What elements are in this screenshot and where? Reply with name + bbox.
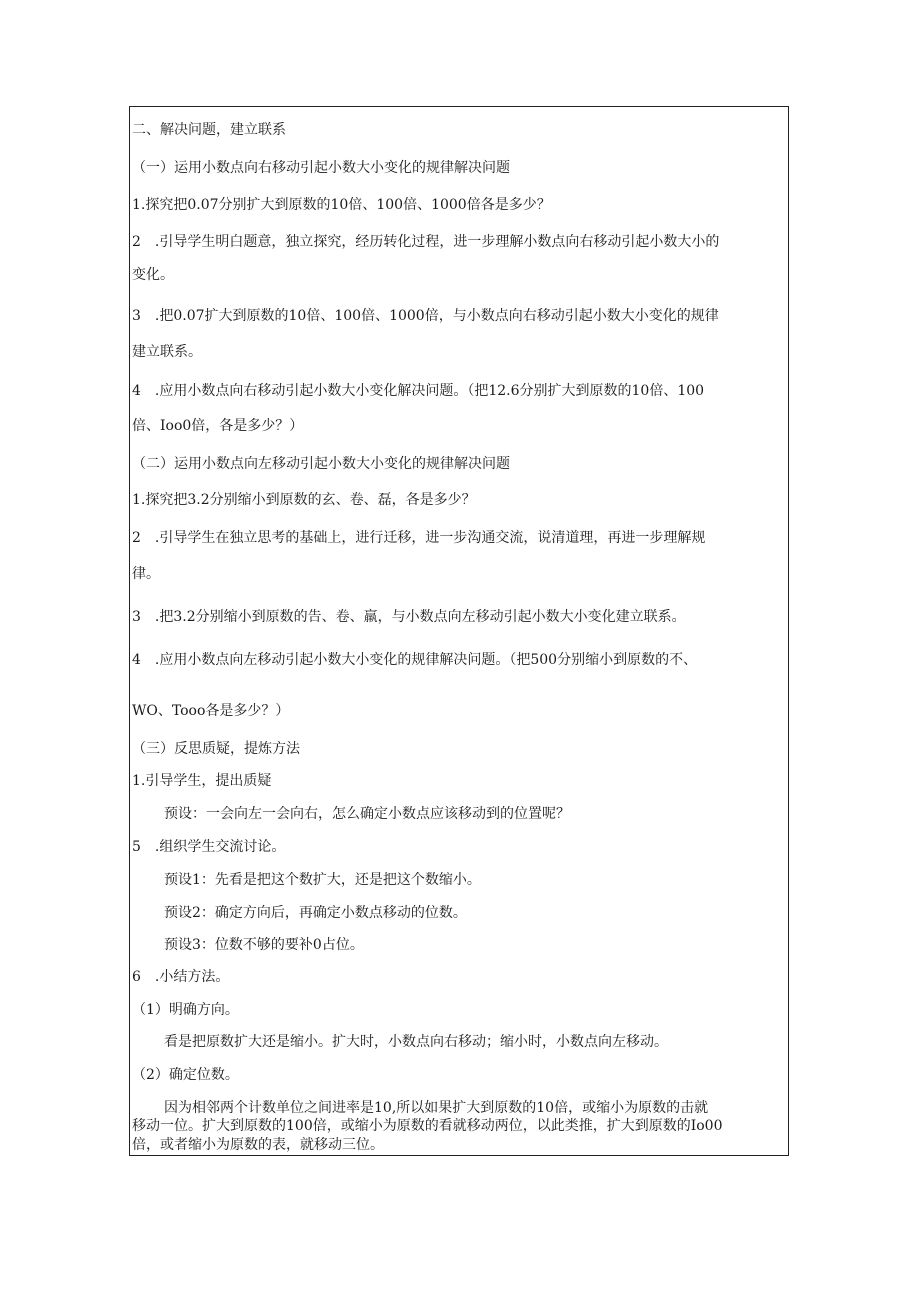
text-line: 建立联系。 <box>132 344 202 360</box>
text-line: 6 .小结方法。 <box>132 969 230 985</box>
subsection-heading: （一）运用小数点向右移动引起小数大小变化的规律解决问题 <box>132 160 510 176</box>
content-table-cell <box>129 106 789 1156</box>
text-line: 5 .组织学生交流讨论。 <box>132 839 286 855</box>
text-line: 1.探究把0.07分别扩大到原数的10倍、100倍、1000倍各是多少？ <box>132 197 551 213</box>
text-line: 律。 <box>132 566 160 582</box>
text-line: 4 .应用小数点向左移动引起小数大小变化的规律解决问题。（把500分别缩小到原数的不、 <box>132 652 698 668</box>
text-line: 2 .引导学生在独立思考的基础上，进行迁移，进一步沟通交流，说清道理，再进一步理解规 <box>132 530 706 546</box>
subsection-heading: （二）运用小数点向左移动引起小数大小变化的规律解决问题 <box>132 456 510 472</box>
text-line: WO、Tooo各是多少？） <box>132 703 290 719</box>
text-line: 看是把原数扩大还是缩小。扩大时，小数点向右移动；缩小时，小数点向左移动。 <box>164 1034 668 1050</box>
text-line: 预设：一会向左一会向右，怎么确定小数点应该移动到的位置呢？ <box>164 806 570 822</box>
section-heading: 二、解决问题，建立联系 <box>132 122 286 138</box>
text-line: 因为相邻两个计数单位之间进率是10,所以如果扩大到原数的10倍，或缩小为原数的击就 <box>164 1100 709 1116</box>
text-line: 倍、Ioo0倍，各是多少？） <box>132 418 304 434</box>
text-line: 预设2：确定方向后，再确定小数点移动的位数。 <box>164 905 467 921</box>
text-line: 移动一位。扩大到原数的100倍，或缩小为原数的看就移动两位，以此类推，扩大到原数的Io00 <box>132 1118 723 1134</box>
text-line: 1.探究把3.2分别缩小到原数的玄、卷、磊，各是多少？ <box>132 492 476 508</box>
text-line: 2 .引导学生明白题意，独立探究，经历转化过程，进一步理解小数点向右移动引起小数大小的 <box>132 234 720 250</box>
text-line: （1）明确方向。 <box>132 1002 239 1018</box>
text-line: 3 .把3.2分别缩小到原数的告、卷、羸，与小数点向左移动引起小数大小变化建立联系。 <box>132 609 686 625</box>
subsection-heading: （三）反思质疑，提炼方法 <box>132 741 300 757</box>
text-line: 变化。 <box>132 267 174 283</box>
text-line: 1.引导学生，提出质疑 <box>132 773 272 789</box>
text-line: 倍，或者缩小为原数的表，就移动三位。 <box>132 1137 384 1153</box>
text-line: 预设1：先看是把这个数扩大，还是把这个数缩小。 <box>164 872 481 888</box>
text-line: 4 .应用小数点向右移动引起小数大小变化解决问题。（把12.6分别扩大到原数的10倍、100 <box>132 383 705 399</box>
text-line: 预设3：位数不够的要补0占位。 <box>164 937 364 953</box>
text-line: 3 .把0.07扩大到原数的10倍、100倍、1000倍，与小数点向右移动引起小数大小变化的规律 <box>132 308 719 324</box>
text-line: （2）确定位数。 <box>132 1067 239 1083</box>
